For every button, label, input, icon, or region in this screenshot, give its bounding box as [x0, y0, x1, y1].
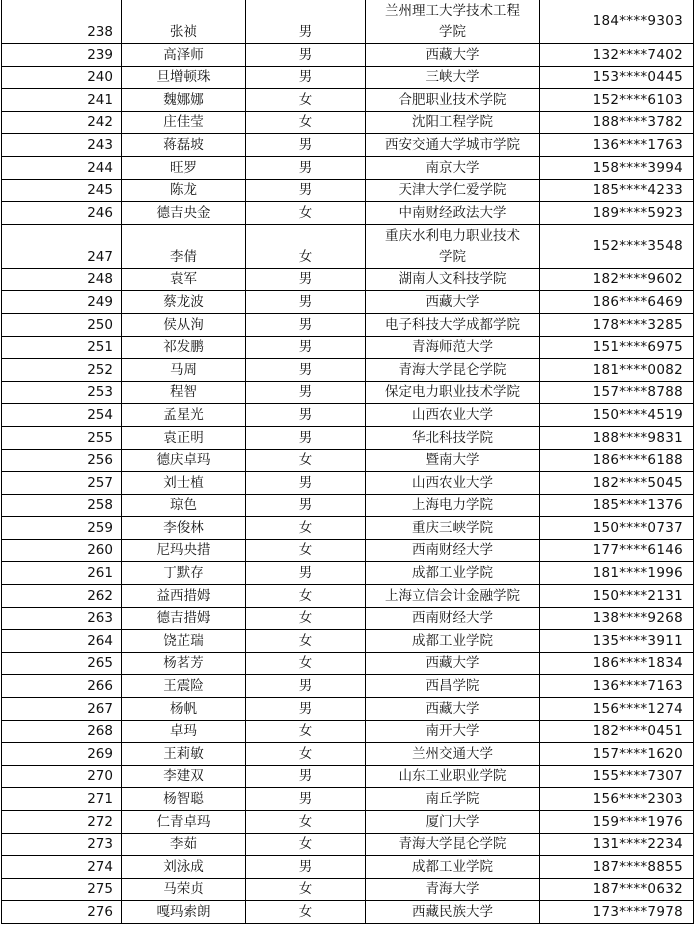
- name-cell[interactable]: 尼玛央措: [122, 539, 246, 562]
- name-cell[interactable]: 张祯: [122, 0, 246, 44]
- school-cell[interactable]: 西藏大学: [366, 291, 540, 314]
- row-number-cell[interactable]: 260: [2, 539, 122, 562]
- name-cell[interactable]: 刘士植: [122, 472, 246, 495]
- phone-cell[interactable]: 132****7402: [540, 44, 694, 67]
- table-row: [2, 0, 694, 44]
- phone-cell[interactable]: 131****2234: [540, 833, 694, 856]
- gender-cell[interactable]: 男: [246, 156, 366, 179]
- row-number-cell[interactable]: 245: [2, 179, 122, 202]
- gender-cell[interactable]: 女: [246, 630, 366, 653]
- phone-cell[interactable]: 188****9831: [540, 426, 694, 449]
- school-cell[interactable]: 西藏民族大学: [366, 901, 540, 924]
- school-cell[interactable]: 重庆三峡学院: [366, 517, 540, 540]
- phone-cell[interactable]: 152****6103: [540, 89, 694, 112]
- name-cell[interactable]: 陈龙: [122, 179, 246, 202]
- phone-cell[interactable]: 181****0082: [540, 359, 694, 382]
- table-row: [2, 901, 694, 924]
- phone-cell[interactable]: 182****9602: [540, 268, 694, 291]
- name-cell[interactable]: 蔡龙波: [122, 291, 246, 314]
- gender-cell[interactable]: 女: [246, 811, 366, 834]
- row-number-cell[interactable]: 274: [2, 856, 122, 879]
- school-cell[interactable]: 暨南大学: [366, 449, 540, 472]
- name-cell[interactable]: 李倩: [122, 224, 246, 268]
- row-number-cell[interactable]: 272: [2, 811, 122, 834]
- name-cell[interactable]: 德吉措姆: [122, 607, 246, 630]
- table-row: [2, 811, 694, 834]
- gender-cell[interactable]: 女: [246, 720, 366, 743]
- phone-cell[interactable]: 156****2303: [540, 788, 694, 811]
- phone-cell[interactable]: 188****3782: [540, 111, 694, 134]
- name-cell[interactable]: 蒋磊坡: [122, 134, 246, 157]
- row-number-cell[interactable]: 273: [2, 833, 122, 856]
- school-cell[interactable]: 西南财经大学: [366, 539, 540, 562]
- school-cell[interactable]: 兰州交通大学: [366, 743, 540, 766]
- row-number-cell[interactable]: 244: [2, 156, 122, 179]
- school-cell[interactable]: 青海大学昆仑学院: [366, 833, 540, 856]
- row-number-cell[interactable]: 240: [2, 66, 122, 89]
- row-number-cell[interactable]: 249: [2, 291, 122, 314]
- phone-cell[interactable]: 155****7307: [540, 765, 694, 788]
- table-row: [2, 156, 694, 179]
- row-number-cell[interactable]: 241: [2, 89, 122, 112]
- table-row: [2, 268, 694, 291]
- gender-cell[interactable]: 女: [246, 878, 366, 901]
- table-row: [2, 449, 694, 472]
- phone-cell[interactable]: 150****0737: [540, 517, 694, 540]
- table-row: [2, 224, 694, 268]
- table-row: [2, 720, 694, 743]
- name-cell[interactable]: 魏娜娜: [122, 89, 246, 112]
- name-cell[interactable]: 旦增顿珠: [122, 66, 246, 89]
- table-row: [2, 585, 694, 608]
- table-row: [2, 743, 694, 766]
- school-cell[interactable]: 三峡大学: [366, 66, 540, 89]
- row-number-cell[interactable]: 271: [2, 788, 122, 811]
- phone-cell[interactable]: 186****6469: [540, 291, 694, 314]
- school-cell[interactable]: 重庆水利电力职业技术学院: [366, 224, 540, 268]
- row-number-cell[interactable]: 255: [2, 426, 122, 449]
- name-cell[interactable]: 卓玛: [122, 720, 246, 743]
- row-number-cell[interactable]: 270: [2, 765, 122, 788]
- name-cell[interactable]: 袁正明: [122, 426, 246, 449]
- school-cell[interactable]: 西安交通大学城市学院: [366, 134, 540, 157]
- school-cell[interactable]: 青海师范大学: [366, 336, 540, 359]
- gender-cell[interactable]: 女: [246, 224, 366, 268]
- row-number-cell[interactable]: 251: [2, 336, 122, 359]
- gender-cell[interactable]: 男: [246, 359, 366, 382]
- school-cell[interactable]: 厦门大学: [366, 811, 540, 834]
- row-number-cell[interactable]: 275: [2, 878, 122, 901]
- phone-cell[interactable]: 153****0445: [540, 66, 694, 89]
- table-row: [2, 472, 694, 495]
- name-cell[interactable]: 高泽师: [122, 44, 246, 67]
- phone-cell[interactable]: 135****3911: [540, 630, 694, 653]
- phone-cell[interactable]: 150****2131: [540, 585, 694, 608]
- gender-cell[interactable]: 男: [246, 426, 366, 449]
- row-number-cell[interactable]: 258: [2, 494, 122, 517]
- table-row: [2, 336, 694, 359]
- row-number-cell[interactable]: 267: [2, 698, 122, 721]
- row-number-cell[interactable]: 239: [2, 44, 122, 67]
- school-cell[interactable]: 保定电力职业技术学院: [366, 381, 540, 404]
- school-cell[interactable]: 山西农业大学: [366, 472, 540, 495]
- table-row: [2, 788, 694, 811]
- school-cell[interactable]: 华北科技学院: [366, 426, 540, 449]
- table-row: [2, 607, 694, 630]
- school-cell[interactable]: 中南财经政法大学: [366, 202, 540, 225]
- name-cell[interactable]: 程智: [122, 381, 246, 404]
- table-row: [2, 404, 694, 427]
- gender-cell[interactable]: 男: [246, 404, 366, 427]
- phone-cell[interactable]: 151****6975: [540, 336, 694, 359]
- row-number-cell[interactable]: 248: [2, 268, 122, 291]
- row-number-cell[interactable]: 247: [2, 224, 122, 268]
- table-row: [2, 89, 694, 112]
- phone-cell[interactable]: 178****3285: [540, 313, 694, 336]
- name-cell[interactable]: 丁默存: [122, 562, 246, 585]
- name-cell[interactable]: 庄佳莹: [122, 111, 246, 134]
- gender-cell[interactable]: 男: [246, 675, 366, 698]
- name-cell[interactable]: 王震险: [122, 675, 246, 698]
- name-cell[interactable]: 琼色: [122, 494, 246, 517]
- table-row: [2, 66, 694, 89]
- row-number-cell[interactable]: 243: [2, 134, 122, 157]
- school-cell[interactable]: 天津大学仁爱学院: [366, 179, 540, 202]
- row-number-cell[interactable]: 263: [2, 607, 122, 630]
- phone-cell[interactable]: 185****4233: [540, 179, 694, 202]
- phone-cell[interactable]: 181****1996: [540, 562, 694, 585]
- gender-cell[interactable]: 男: [246, 472, 366, 495]
- row-number-cell[interactable]: 238: [2, 0, 122, 44]
- row-number-cell[interactable]: 252: [2, 359, 122, 382]
- name-cell[interactable]: 杨茗芳: [122, 652, 246, 675]
- phone-cell[interactable]: 136****7163: [540, 675, 694, 698]
- gender-cell[interactable]: 男: [246, 268, 366, 291]
- school-cell[interactable]: 上海电力学院: [366, 494, 540, 517]
- phone-cell[interactable]: 186****6188: [540, 449, 694, 472]
- table-row: [2, 179, 694, 202]
- school-cell[interactable]: 西藏大学: [366, 652, 540, 675]
- gender-cell[interactable]: 女: [246, 449, 366, 472]
- gender-cell[interactable]: 男: [246, 66, 366, 89]
- school-cell[interactable]: 兰州理工大学技术工程学院: [366, 0, 540, 44]
- phone-cell[interactable]: 156****1274: [540, 698, 694, 721]
- phone-cell[interactable]: 189****5923: [540, 202, 694, 225]
- table-row: [2, 381, 694, 404]
- phone-cell[interactable]: 159****1976: [540, 811, 694, 834]
- row-number-cell[interactable]: 256: [2, 449, 122, 472]
- name-cell[interactable]: 袁军: [122, 268, 246, 291]
- table-row: [2, 426, 694, 449]
- table-row: [2, 44, 694, 67]
- row-number-cell[interactable]: 246: [2, 202, 122, 225]
- gender-cell[interactable]: 男: [246, 856, 366, 879]
- phone-cell[interactable]: 182****5045: [540, 472, 694, 495]
- school-cell[interactable]: 西藏大学: [366, 698, 540, 721]
- phone-cell[interactable]: 138****9268: [540, 607, 694, 630]
- row-number-cell[interactable]: 266: [2, 675, 122, 698]
- school-cell[interactable]: 青海大学: [366, 878, 540, 901]
- table-row: [2, 111, 694, 134]
- school-cell[interactable]: 上海立信会计金融学院: [366, 585, 540, 608]
- school-cell[interactable]: 成都工业学院: [366, 630, 540, 653]
- gender-cell[interactable]: 男: [246, 291, 366, 314]
- row-number-cell[interactable]: 265: [2, 652, 122, 675]
- name-cell[interactable]: 嘎玛索朗: [122, 901, 246, 924]
- phone-cell[interactable]: 136****1763: [540, 134, 694, 157]
- gender-cell[interactable]: 男: [246, 44, 366, 67]
- row-number-cell[interactable]: 262: [2, 585, 122, 608]
- gender-cell[interactable]: 男: [246, 562, 366, 585]
- gender-cell[interactable]: 男: [246, 336, 366, 359]
- phone-cell[interactable]: 157****8788: [540, 381, 694, 404]
- school-cell[interactable]: 南丘学院: [366, 788, 540, 811]
- phone-cell[interactable]: 152****3548: [540, 224, 694, 268]
- table-row: [2, 313, 694, 336]
- gender-cell[interactable]: 男: [246, 698, 366, 721]
- name-cell[interactable]: 益西措姆: [122, 585, 246, 608]
- table-row: [2, 134, 694, 157]
- phone-cell[interactable]: 187****0632: [540, 878, 694, 901]
- table-row: [2, 517, 694, 540]
- row-number-cell[interactable]: 259: [2, 517, 122, 540]
- table-row: [2, 652, 694, 675]
- table-row: [2, 878, 694, 901]
- gender-cell[interactable]: 女: [246, 539, 366, 562]
- name-cell[interactable]: 德庆卓玛: [122, 449, 246, 472]
- gender-cell[interactable]: 女: [246, 607, 366, 630]
- row-number-cell[interactable]: 269: [2, 743, 122, 766]
- gender-cell[interactable]: 男: [246, 765, 366, 788]
- school-cell[interactable]: 成都工业学院: [366, 856, 540, 879]
- phone-cell[interactable]: 173****7978: [540, 901, 694, 924]
- name-cell[interactable]: 王莉敏: [122, 743, 246, 766]
- school-cell[interactable]: 西藏大学: [366, 44, 540, 67]
- phone-cell[interactable]: 150****4519: [540, 404, 694, 427]
- gender-cell[interactable]: 男: [246, 494, 366, 517]
- gender-cell[interactable]: 男: [246, 179, 366, 202]
- row-number-cell[interactable]: 253: [2, 381, 122, 404]
- name-cell[interactable]: 李茹: [122, 833, 246, 856]
- row-number-cell[interactable]: 264: [2, 630, 122, 653]
- row-number-cell[interactable]: 276: [2, 901, 122, 924]
- name-cell[interactable]: 李俊林: [122, 517, 246, 540]
- gender-cell[interactable]: 女: [246, 517, 366, 540]
- row-number-cell[interactable]: 257: [2, 472, 122, 495]
- table-row: [2, 539, 694, 562]
- phone-cell[interactable]: 157****1620: [540, 743, 694, 766]
- name-cell[interactable]: 饶芷瑞: [122, 630, 246, 653]
- name-cell[interactable]: 刘泳成: [122, 856, 246, 879]
- name-cell[interactable]: 仁青卓玛: [122, 811, 246, 834]
- gender-cell[interactable]: 男: [246, 134, 366, 157]
- table-row: [2, 494, 694, 517]
- phone-cell[interactable]: 186****1834: [540, 652, 694, 675]
- school-cell[interactable]: 西昌学院: [366, 675, 540, 698]
- gender-cell[interactable]: 女: [246, 585, 366, 608]
- school-cell[interactable]: 西南财经大学: [366, 607, 540, 630]
- gender-cell[interactable]: 男: [246, 313, 366, 336]
- name-cell[interactable]: 杨智聪: [122, 788, 246, 811]
- name-cell[interactable]: 马荣贞: [122, 878, 246, 901]
- name-cell[interactable]: 祁发鹏: [122, 336, 246, 359]
- phone-cell[interactable]: 177****6146: [540, 539, 694, 562]
- row-number-cell[interactable]: 254: [2, 404, 122, 427]
- row-number-cell[interactable]: 250: [2, 313, 122, 336]
- school-cell[interactable]: 南开大学: [366, 720, 540, 743]
- phone-cell[interactable]: 184****9303: [540, 0, 694, 44]
- table-row: [2, 675, 694, 698]
- phone-cell[interactable]: 185****1376: [540, 494, 694, 517]
- table-row: [2, 698, 694, 721]
- table-row: [2, 765, 694, 788]
- row-number-cell[interactable]: 242: [2, 111, 122, 134]
- row-number-cell[interactable]: 261: [2, 562, 122, 585]
- row-number-cell[interactable]: 268: [2, 720, 122, 743]
- gender-cell[interactable]: 女: [246, 202, 366, 225]
- table-row: [2, 833, 694, 856]
- gender-cell[interactable]: 女: [246, 111, 366, 134]
- phone-cell[interactable]: 187****8855: [540, 856, 694, 879]
- gender-cell[interactable]: 女: [246, 833, 366, 856]
- name-cell[interactable]: 德吉央金: [122, 202, 246, 225]
- table-row: [2, 359, 694, 382]
- name-cell[interactable]: 旺罗: [122, 156, 246, 179]
- table-row: [2, 291, 694, 314]
- table-row: [2, 562, 694, 585]
- gender-cell[interactable]: 女: [246, 901, 366, 924]
- gender-cell[interactable]: 女: [246, 89, 366, 112]
- school-cell[interactable]: 山西农业大学: [366, 404, 540, 427]
- name-cell[interactable]: 李建双: [122, 765, 246, 788]
- gender-cell[interactable]: 女: [246, 743, 366, 766]
- school-cell[interactable]: 南京大学: [366, 156, 540, 179]
- school-cell[interactable]: 青海大学昆仑学院: [366, 359, 540, 382]
- name-cell[interactable]: 杨帆: [122, 698, 246, 721]
- table-row: [2, 856, 694, 879]
- school-cell[interactable]: 合肥职业技术学院: [366, 89, 540, 112]
- name-cell[interactable]: 孟星光: [122, 404, 246, 427]
- name-cell[interactable]: 马周: [122, 359, 246, 382]
- table-row: [2, 630, 694, 653]
- gender-cell[interactable]: 男: [246, 381, 366, 404]
- gender-cell[interactable]: 女: [246, 652, 366, 675]
- school-cell[interactable]: 山东工业职业学院: [366, 765, 540, 788]
- table-row: [2, 202, 694, 225]
- school-cell[interactable]: 电子科技大学成都学院: [366, 313, 540, 336]
- student-roster-table: [1, 0, 694, 924]
- gender-cell[interactable]: 男: [246, 0, 366, 44]
- roster-body: [2, 0, 694, 923]
- school-cell[interactable]: 湖南人文科技学院: [366, 268, 540, 291]
- school-cell[interactable]: 成都工业学院: [366, 562, 540, 585]
- school-cell[interactable]: 沈阳工程学院: [366, 111, 540, 134]
- phone-cell[interactable]: 182****0451: [540, 720, 694, 743]
- name-cell[interactable]: 侯从洵: [122, 313, 246, 336]
- gender-cell[interactable]: 男: [246, 788, 366, 811]
- phone-cell[interactable]: 158****3994: [540, 156, 694, 179]
